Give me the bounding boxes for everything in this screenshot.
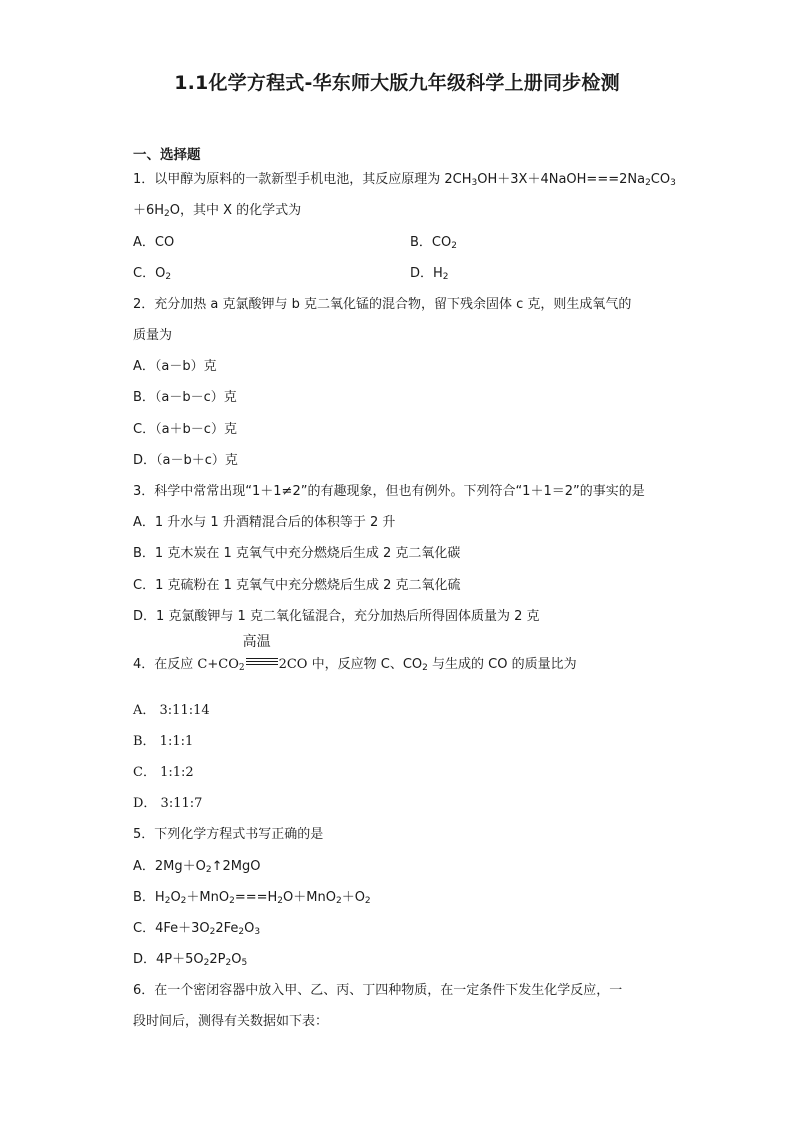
q6-stem-line1: 6．在一个密闭容器中放入甲、乙、丙、丁四种物质，在一定条件下发生化学反应，一 <box>133 983 623 998</box>
q2-option-d: D．（a－b＋c）克 <box>133 453 238 468</box>
q4-equation-left: $C+CO_2$ <box>197 657 245 673</box>
q1-option-d: D．$H_2$ <box>410 266 449 282</box>
q1-stem-line1: 1．以甲醇为原料的一款新型手机电池，其反应原理为 $2CH_3OH+3X+4NaOH===2Na_2CO_3$ <box>133 172 676 188</box>
q1-option-a: A．CO <box>133 235 175 250</box>
q6-stem-line2: 段时间后，测得有关数据如下表： <box>133 1014 329 1029</box>
q2-option-b: B．（a－b－c）克 <box>133 390 237 405</box>
reaction-condition-sign: 高温 <box>246 653 278 671</box>
q5-option-d: D．$4P+5O_22P_2O_5$ <box>133 952 248 968</box>
q5-option-c: C．$4Fe+3O_22Fe_2O_3$ <box>133 921 261 937</box>
section-heading: 一、选择题 <box>133 147 201 163</box>
q1-option-b: B．$CO_2$ <box>410 235 457 251</box>
q4-option-c: C． 1:1:2 <box>133 765 194 780</box>
q1-stem-line2: $+6H_2O$，其中 X 的化学式为 <box>133 203 302 219</box>
q5-stem: 5．下列化学方程式书写正确的是 <box>133 827 324 842</box>
q5-option-b: B．$H_2O_2+MnO_2===H_2O+MnO_2+O_2$ <box>133 890 371 906</box>
q2-option-c: C．（a＋b－c）克 <box>133 422 237 437</box>
page-title: 1.1化学方程式-华东师大版九年级科学上册同步检测 <box>174 72 620 94</box>
q3-option-a: A．1 升水与 1 升酒精混合后的体积等于 2 升 <box>133 515 396 530</box>
q3-option-b: B．1 克木炭在 1 克氧气中充分燃烧后生成 2 克二氧化碳 <box>133 546 461 561</box>
q3-stem: 3．科学中常常出现“1＋1≠2”的有趣现象，但也有例外。下列符合“1＋1＝2”的事实的是 <box>133 484 645 499</box>
q1-option-c: C．$O_2$ <box>133 266 172 282</box>
q2-stem-line2: 质量为 <box>133 328 173 343</box>
q4-stem: 4．在反应 $C+CO_2$ 高温 2CO 中，反应物 C、$CO_2$ 与生成的 CO 的质量比为 <box>133 634 577 673</box>
q4-option-a: A． 3:11:14 <box>133 703 210 718</box>
q3-option-d: D．1 克氯酸钾与 1 克二氧化锰混合，充分加热后所得固体质量为 2 克 <box>133 609 540 624</box>
q4-option-d: D． 3:11:7 <box>133 796 203 811</box>
q3-option-c: C．1 克硫粉在 1 克氧气中充分燃烧后生成 2 克二氧化硫 <box>133 578 461 593</box>
q5-option-a: A．$2Mg+O_2↑2MgO$ <box>133 859 261 875</box>
q2-option-a: A．（a－b）克 <box>133 359 217 374</box>
q4-option-b: B． 1:1:1 <box>133 734 194 749</box>
q2-stem-line1: 2．充分加热 a 克氯酸钾与 b 克二氧化锰的混合物，留下残余固体 c 克，则生成氧气的 <box>133 297 632 312</box>
q4-equation-right: 2CO <box>278 657 308 672</box>
